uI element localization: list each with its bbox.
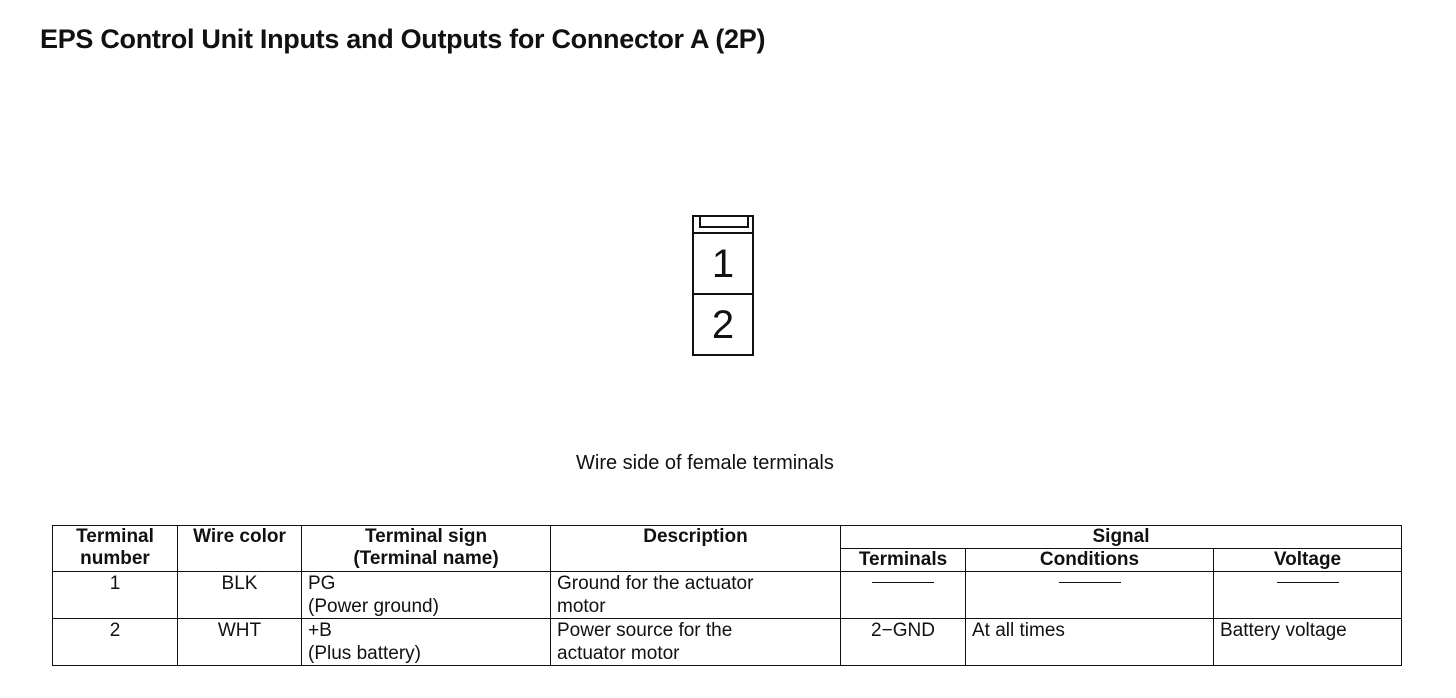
connector-pin-2: 2 [711,303,735,347]
header-signal-voltage: Voltage [1214,549,1402,572]
table-header-row [53,526,1402,549]
header-wire-color: Wire color [178,526,302,572]
cell-terminal-sign: +B (Plus battery) [302,619,551,666]
cell-terminal-sign: PG (Power ground) [302,572,551,619]
connector-divider [694,232,752,234]
cell-terminal-number: 1 [53,572,178,619]
io-table [52,525,1402,666]
connector-lock-tab [699,217,749,228]
cell-signal-conditions [966,572,1214,619]
empty-dash [1277,582,1339,583]
connector-pin-1: 1 [711,242,735,286]
cell-signal-voltage: Battery voltage [1214,619,1402,666]
connector-diagram [692,215,754,356]
header-signal-conditions: Conditions [966,549,1214,572]
cell-wire-color: BLK [178,572,302,619]
cell-signal-voltage [1214,572,1402,619]
header-terminal-sign: Terminal sign (Terminal name) [302,526,551,572]
header-description: Description [551,526,841,572]
connector-divider [694,293,752,295]
cell-terminal-number: 2 [53,619,178,666]
cell-wire-color: WHT [178,619,302,666]
page-title: EPS Control Unit Inputs and Outputs for Connector A (2P) [40,24,766,54]
header-signal-terminals: Terminals [841,549,966,572]
cell-signal-terminals [841,572,966,619]
cell-description: Power source for the actuator motor [551,619,841,666]
cell-signal-conditions: At all times [966,619,1214,666]
connector-caption: Wire side of female terminals [576,452,834,474]
header-terminal-number: Terminal number [53,526,178,572]
table-row [53,619,1402,666]
empty-dash [1059,582,1121,583]
empty-dash [872,582,934,583]
cell-description: Ground for the actuator motor [551,572,841,619]
header-signal: Signal [841,526,1402,549]
cell-signal-terminals: 2−GND [841,619,966,666]
table-row [53,572,1402,619]
